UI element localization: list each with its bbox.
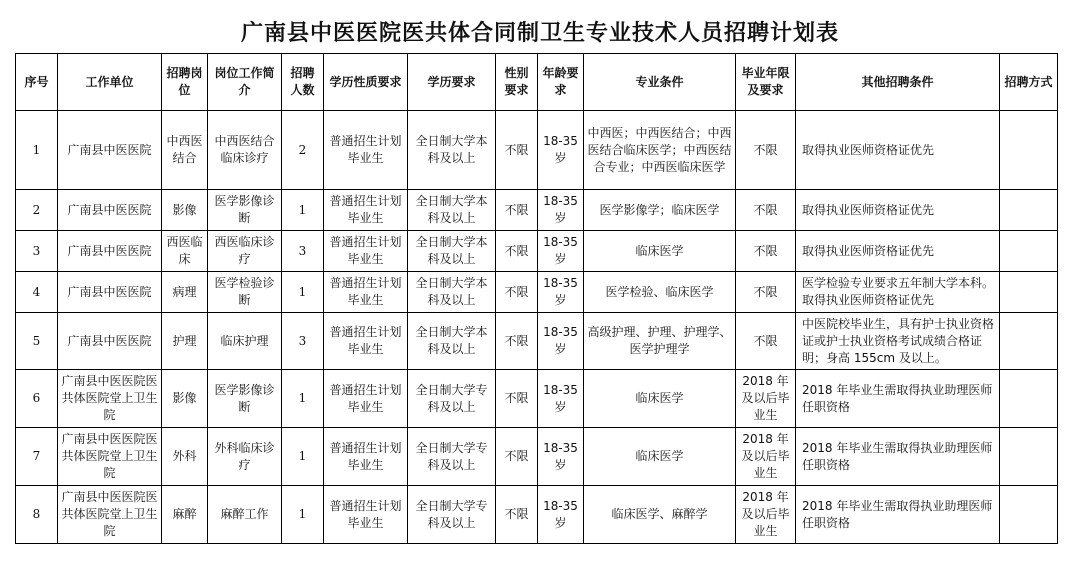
headcount: 1 (282, 486, 324, 544)
major: 医学影像学；临床医学 (584, 190, 736, 231)
post-intro: 外科临床诊疗 (208, 428, 282, 486)
education-nature: 普通招生计划毕业生 (324, 486, 408, 544)
row-number: 3 (16, 231, 58, 272)
header-cell: 招聘岗位 (162, 54, 208, 111)
header-cell: 工作单位 (58, 54, 162, 111)
header-cell: 其他招聘条件 (796, 54, 1000, 111)
post-intro: 临床护理 (208, 313, 282, 370)
age: 18-35岁 (538, 231, 584, 272)
table-row (16, 111, 1058, 190)
post: 病理 (162, 272, 208, 313)
table-row (16, 231, 1058, 272)
post: 影像 (162, 190, 208, 231)
post: 西医临床 (162, 231, 208, 272)
work-unit: 广南县中医医院 (58, 313, 162, 370)
header-cell: 岗位工作简介 (208, 54, 282, 111)
other-conditions: 取得执业医师资格证优先 (796, 111, 1000, 190)
post-intro: 医学影像诊断 (208, 370, 282, 428)
age: 18-35岁 (538, 190, 584, 231)
education-nature: 普通招生计划毕业生 (324, 190, 408, 231)
major: 临床医学 (584, 428, 736, 486)
headcount: 1 (282, 272, 324, 313)
education-nature: 普通招生计划毕业生 (324, 370, 408, 428)
graduation: 不限 (736, 272, 796, 313)
row-number: 6 (16, 370, 58, 428)
other-conditions: 医学检验专业要求五年制大学本科。取得执业医师资格证优先 (796, 272, 1000, 313)
post-intro: 麻醉工作 (208, 486, 282, 544)
header-cell: 招聘方式 (1000, 54, 1058, 111)
education: 全日制大学专科及以上 (408, 428, 496, 486)
education: 全日制大学专科及以上 (408, 370, 496, 428)
headcount: 1 (282, 190, 324, 231)
gender: 不限 (496, 111, 538, 190)
recruitment-table (15, 53, 1058, 544)
table-row (16, 370, 1058, 428)
post: 影像 (162, 370, 208, 428)
recruit-method (1000, 231, 1058, 272)
post-intro: 医学检验诊断 (208, 272, 282, 313)
graduation: 不限 (736, 231, 796, 272)
graduation: 2018 年及以后毕业生 (736, 428, 796, 486)
row-number: 4 (16, 272, 58, 313)
graduation: 不限 (736, 313, 796, 370)
graduation: 不限 (736, 111, 796, 190)
row-number: 7 (16, 428, 58, 486)
other-conditions: 取得执业医师资格证优先 (796, 231, 1000, 272)
major: 高级护理、护理、护理学、医学护理学 (584, 313, 736, 370)
education-nature: 普通招生计划毕业生 (324, 111, 408, 190)
other-conditions: 2018 年毕业生需取得执业助理医师任职资格 (796, 486, 1000, 544)
row-number: 2 (16, 190, 58, 231)
recruit-method (1000, 370, 1058, 428)
gender: 不限 (496, 231, 538, 272)
work-unit: 广南县中医医院 (58, 190, 162, 231)
header-row (16, 54, 1058, 111)
education: 全日制大学本科及以上 (408, 231, 496, 272)
major: 临床医学、麻醉学 (584, 486, 736, 544)
work-unit: 广南县中医医院医共体医院堂上卫生院 (58, 370, 162, 428)
table-row (16, 313, 1058, 370)
education-nature: 普通招生计划毕业生 (324, 313, 408, 370)
education: 全日制大学专科及以上 (408, 486, 496, 544)
graduation: 2018 年及以后毕业生 (736, 370, 796, 428)
row-number: 1 (16, 111, 58, 190)
work-unit: 广南县中医医院 (58, 231, 162, 272)
table-row (16, 486, 1058, 544)
table-row (16, 428, 1058, 486)
post: 中西医结合 (162, 111, 208, 190)
header-cell: 招聘人数 (282, 54, 324, 111)
gender: 不限 (496, 428, 538, 486)
graduation: 不限 (736, 190, 796, 231)
gender: 不限 (496, 313, 538, 370)
education-nature: 普通招生计划毕业生 (324, 428, 408, 486)
major: 中西医；中西医结合；中西医结合临床医学；中西医结合专业；中西医临床医学 (584, 111, 736, 190)
graduation: 2018 年及以后毕业生 (736, 486, 796, 544)
gender: 不限 (496, 190, 538, 231)
headcount: 3 (282, 313, 324, 370)
header-cell: 性别要求 (496, 54, 538, 111)
row-number: 5 (16, 313, 58, 370)
age: 18-35岁 (538, 428, 584, 486)
post: 麻醉 (162, 486, 208, 544)
header-cell: 年龄要求 (538, 54, 584, 111)
age: 18-35岁 (538, 486, 584, 544)
header-cell: 学历要求 (408, 54, 496, 111)
education: 全日制大学本科及以上 (408, 313, 496, 370)
row-number: 8 (16, 486, 58, 544)
header-cell: 毕业年限及要求 (736, 54, 796, 111)
header-cell: 序号 (16, 54, 58, 111)
education-nature: 普通招生计划毕业生 (324, 272, 408, 313)
headcount: 1 (282, 370, 324, 428)
recruit-method (1000, 272, 1058, 313)
table-row (16, 272, 1058, 313)
major: 临床医学 (584, 231, 736, 272)
other-conditions: 2018 年毕业生需取得执业助理医师任职资格 (796, 428, 1000, 486)
major: 医学检验、临床医学 (584, 272, 736, 313)
education-nature: 普通招生计划毕业生 (324, 231, 408, 272)
recruit-method (1000, 428, 1058, 486)
age: 18-35岁 (538, 272, 584, 313)
post: 护理 (162, 313, 208, 370)
recruit-method (1000, 111, 1058, 190)
education: 全日制大学本科及以上 (408, 190, 496, 231)
post: 外科 (162, 428, 208, 486)
headcount: 1 (282, 428, 324, 486)
age: 18-35岁 (538, 313, 584, 370)
major: 临床医学 (584, 370, 736, 428)
gender: 不限 (496, 272, 538, 313)
other-conditions: 2018 年毕业生需取得执业助理医师任职资格 (796, 370, 1000, 428)
table-row (16, 190, 1058, 231)
education: 全日制大学本科及以上 (408, 272, 496, 313)
header-cell: 专业条件 (584, 54, 736, 111)
page-title: 广南县中医医院医共体合同制卫生专业技术人员招聘计划表 (240, 21, 839, 46)
recruit-method (1000, 190, 1058, 231)
work-unit: 广南县中医医院医共体医院堂上卫生院 (58, 428, 162, 486)
header-cell: 学历性质要求 (324, 54, 408, 111)
gender: 不限 (496, 486, 538, 544)
gender: 不限 (496, 370, 538, 428)
recruit-method (1000, 486, 1058, 544)
post-intro: 西医临床诊疗 (208, 231, 282, 272)
work-unit: 广南县中医医院 (58, 272, 162, 313)
headcount: 3 (282, 231, 324, 272)
post-intro: 中西医结合临床诊疗 (208, 111, 282, 190)
other-conditions: 中医院校毕业生，具有护士执业资格证或护士执业资格考试成绩合格证明；身高 155cm 及以上。 (796, 313, 1000, 370)
age: 18-35岁 (538, 370, 584, 428)
work-unit: 广南县中医医院医共体医院堂上卫生院 (58, 486, 162, 544)
post-intro: 医学影像诊断 (208, 190, 282, 231)
work-unit: 广南县中医医院 (58, 111, 162, 190)
recruit-method (1000, 313, 1058, 370)
headcount: 2 (282, 111, 324, 190)
education: 全日制大学本科及以上 (408, 111, 496, 190)
age: 18-35岁 (538, 111, 584, 190)
other-conditions: 取得执业医师资格证优先 (796, 190, 1000, 231)
